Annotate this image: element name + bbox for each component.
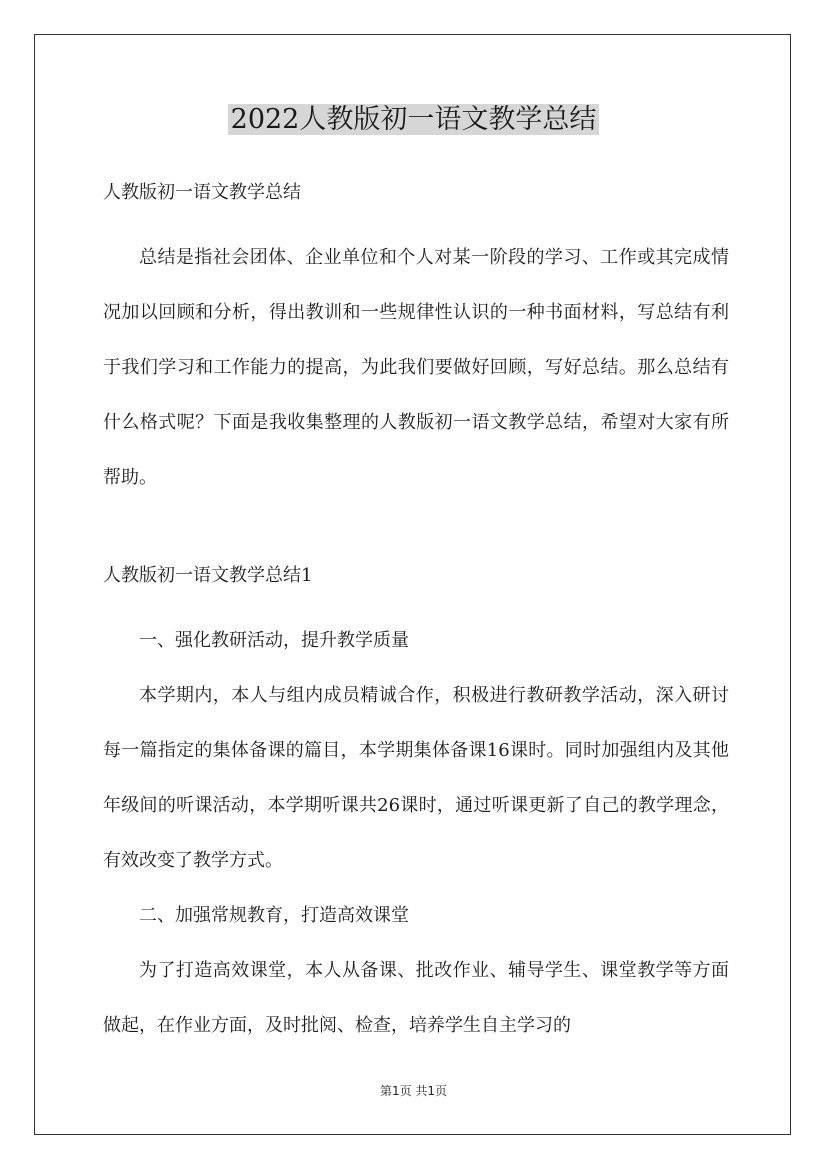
document-body (103, 174, 729, 1053)
document-title (0, 98, 827, 142)
paragraph-1: 本学期内，本人与组内成员精诚合作，积极进行教研教学活动，深入研讨每一篇指定的集体备课的篇目，本学期集体备课16课时。同时加强组内及其他年级间的听课活动，本学期听课共26课时，通过听课更新了自己的教学理念，有效改变了教学方式。 (103, 685, 729, 871)
intro-paragraph: 总结是指社会团体、企业单位和个人对某一阶段的学习、工作或其完成情况加以回顾和分析，得出教训和一些规律性认识的一种书面材料，写总结有利于我们学习和工作能力的提高，为此我们要做好回顾，写好总结。那么总结有什么格式呢？下面是我收集整理的人教版初一语文教学总结，希望对大家有所帮助。 (103, 247, 729, 488)
page-footer: 第1页 共1页 (379, 1084, 448, 1098)
section-heading: 人教版初一语文教学总结1 (103, 565, 313, 586)
subheading-1: 一、强化教研活动，提升教学质量 (139, 630, 409, 651)
section-gap (103, 505, 729, 557)
document-title-text: 2022人教版初一语文教学总结 (228, 104, 600, 135)
paragraph-2: 为了打造高效课堂，本人从备课、批改作业、辅导学生、课堂教学等方面做起，在作业方面，及时批阅、检查，培养学生自主学习的 (103, 960, 729, 1036)
document-heading: 人教版初一语文教学总结 (103, 182, 301, 203)
subheading-2: 二、加强常规教育，打造高效课堂 (139, 905, 409, 926)
